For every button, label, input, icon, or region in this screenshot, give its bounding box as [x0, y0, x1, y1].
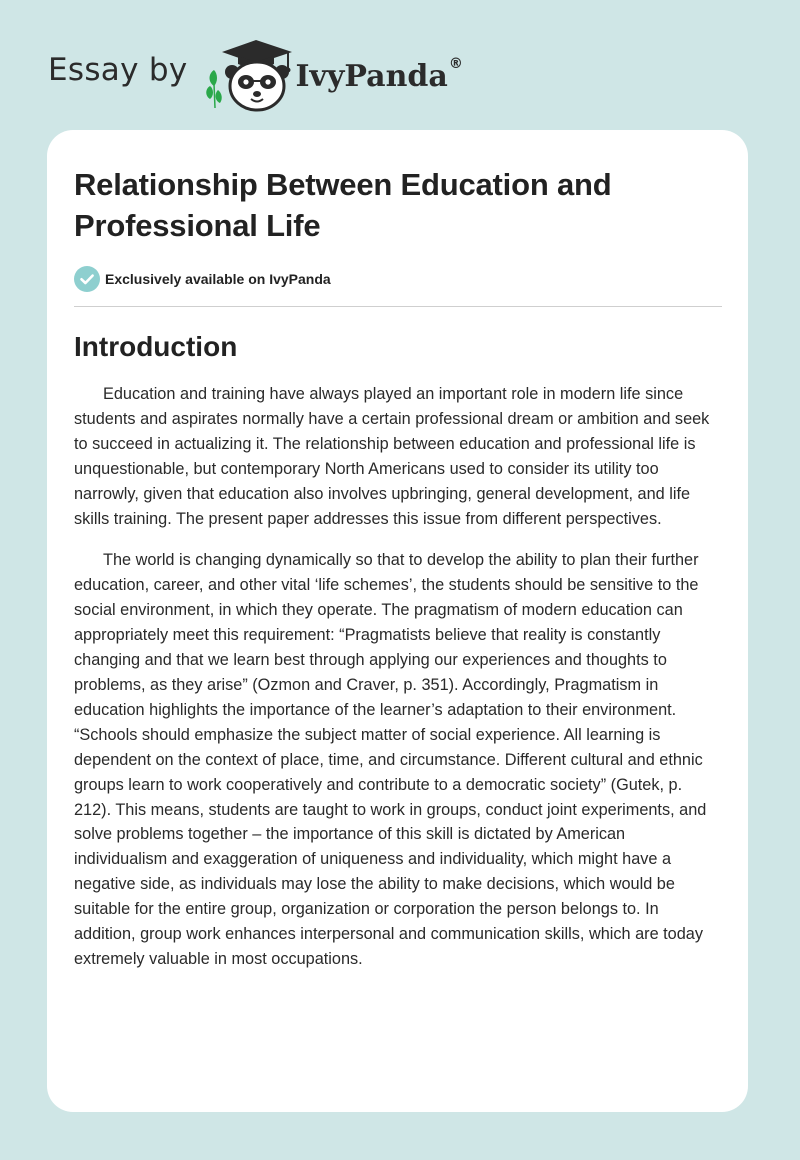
brand-logo-link[interactable] — [202, 34, 463, 114]
panda-graduation-cap-icon — [202, 34, 298, 114]
site-header — [48, 34, 463, 114]
essay-card — [47, 130, 748, 1112]
ivy-leaf-icon — [206, 70, 221, 108]
body-paragraph: Education and training have always played an important role in modern life since students and aspirates normally have a certain professional dream or ambition and seek to succeed in actualizing it. The relationship between education and professional life is unquestionable, but contemporary North Americans used to consider its utility too narrowly, given that education also involves upbringing, general development, and life skills training. The present paper addresses this issue from different perspectives. — [74, 385, 710, 528]
registered-mark: ® — [448, 56, 463, 72]
brand-prefix: Essay by — [48, 52, 188, 88]
exclusive-badge — [74, 265, 722, 293]
exclusive-label: Exclusively available on IvyPanda — [105, 271, 331, 287]
check-circle-icon — [74, 266, 100, 292]
body-paragraph: The world is changing dynamically so that to develop the ability to plan their further education, career, and other vital ‘life schemes’, the students should be sensitive to the social environment, in which they operate. The pragmatism of modern education can appropriately meet this requirement: “Pragmatists believe that reality is constantly changing and that we learn best through applying our experiences and thoughts to problems, as they arise” (Ozmon and Craver, p. 351). Accordingly, Pragmatism in education highlights the importance of the learner’s adaptation to their environment. “Schools should emphasize the subject matter of social experience. All learning is dependent on the context of place, time, and circumstance. Different cultural and ethnic groups learn to work cooperatively and contribute to a democratic society” (Gutek, p. 212). This means, students are taught to work in groups, conduct joint experiments, and solve problems together – the importance of this skill is dictated by American individualism and exaggeration of uniqueness and individuality, which might have a negative side, as individuals may lose the ability to make decisions, which would be suitable for the entire group, organization or corporation the person belongs to. In addition, group work enhances interpersonal and communication skills, which are today extremely valuable in most occupations. — [74, 551, 707, 968]
section-heading: Introduction — [74, 331, 238, 362]
title-divider — [74, 306, 722, 307]
essay-section-introduction — [74, 329, 722, 972]
essay-title: Relationship Between Education and Professional Life — [74, 167, 612, 243]
brand-name: IvyPanda — [295, 58, 448, 94]
